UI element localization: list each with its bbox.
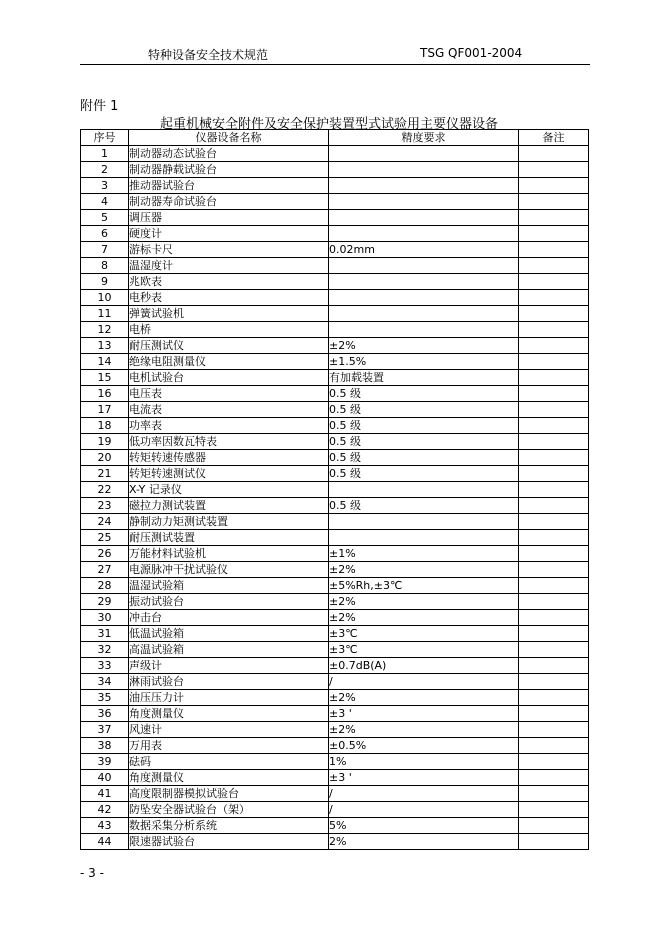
cell-precision: ±2% — [329, 722, 519, 738]
table-row — [81, 834, 589, 850]
cell-device-name: 磁拉力测试装置 — [129, 498, 329, 514]
cell-serial-no: 44 — [81, 834, 129, 850]
cell-serial-no: 35 — [81, 690, 129, 706]
table-row — [81, 674, 589, 690]
cell-device-name: 冲击台 — [129, 610, 329, 626]
cell-device-name: 电机试验台 — [129, 370, 329, 386]
cell-precision: 0.5 级 — [329, 498, 519, 514]
cell-serial-no: 3 — [81, 178, 129, 194]
table-row — [81, 402, 589, 418]
cell-remarks — [519, 306, 589, 322]
cell-remarks — [519, 738, 589, 754]
cell-serial-no: 4 — [81, 194, 129, 210]
cell-precision — [329, 274, 519, 290]
table-row — [81, 178, 589, 194]
cell-serial-no: 40 — [81, 770, 129, 786]
cell-serial-no: 31 — [81, 626, 129, 642]
cell-precision: ±3℃ — [329, 626, 519, 642]
header-device-name: 仪器设备名称 — [129, 130, 329, 146]
table-row — [81, 418, 589, 434]
cell-precision: ±2% — [329, 610, 519, 626]
cell-remarks — [519, 402, 589, 418]
cell-device-name: 数据采集分析系统 — [129, 818, 329, 834]
cell-serial-no: 5 — [81, 210, 129, 226]
cell-serial-no: 9 — [81, 274, 129, 290]
cell-remarks — [519, 594, 589, 610]
cell-device-name: 兆欧表 — [129, 274, 329, 290]
cell-device-name: 转矩转速传感器 — [129, 450, 329, 466]
cell-precision: 0.5 级 — [329, 402, 519, 418]
cell-remarks — [519, 690, 589, 706]
cell-device-name: 万用表 — [129, 738, 329, 754]
header-serial-no: 序号 — [81, 130, 129, 146]
cell-device-name: 万能材料试验机 — [129, 546, 329, 562]
cell-device-name: 电桥 — [129, 322, 329, 338]
cell-precision: ±3℃ — [329, 642, 519, 658]
cell-serial-no: 11 — [81, 306, 129, 322]
page-number: - 3 - — [80, 866, 104, 880]
table-row — [81, 354, 589, 370]
cell-remarks — [519, 674, 589, 690]
table-row — [81, 690, 589, 706]
cell-serial-no: 37 — [81, 722, 129, 738]
cell-device-name: 绝缘电阻测量仪 — [129, 354, 329, 370]
cell-remarks — [519, 530, 589, 546]
cell-remarks — [519, 274, 589, 290]
cell-remarks — [519, 514, 589, 530]
cell-serial-no: 6 — [81, 226, 129, 242]
cell-device-name: 声级计 — [129, 658, 329, 674]
cell-precision — [329, 306, 519, 322]
cell-serial-no: 36 — [81, 706, 129, 722]
cell-precision: / — [329, 674, 519, 690]
cell-remarks — [519, 178, 589, 194]
table-row — [81, 514, 589, 530]
cell-device-name: 角度测量仪 — [129, 770, 329, 786]
cell-precision: / — [329, 802, 519, 818]
cell-remarks — [519, 546, 589, 562]
cell-remarks — [519, 770, 589, 786]
cell-device-name: 电秒表 — [129, 290, 329, 306]
appendix-label: 附件 1 — [80, 99, 119, 114]
table-row — [81, 658, 589, 674]
cell-serial-no: 17 — [81, 402, 129, 418]
cell-precision: 1% — [329, 754, 519, 770]
cell-remarks — [519, 610, 589, 626]
table-row — [81, 434, 589, 450]
table-row — [81, 338, 589, 354]
table-row — [81, 770, 589, 786]
table-row — [81, 162, 589, 178]
cell-serial-no: 22 — [81, 482, 129, 498]
cell-device-name: 制动器寿命试验台 — [129, 194, 329, 210]
cell-device-name: 高温试验箱 — [129, 642, 329, 658]
cell-remarks — [519, 210, 589, 226]
table-row — [81, 274, 589, 290]
cell-precision: ±3 ' — [329, 706, 519, 722]
table-row — [81, 498, 589, 514]
cell-device-name: 振动试验台 — [129, 594, 329, 610]
cell-precision: 5% — [329, 818, 519, 834]
cell-remarks — [519, 162, 589, 178]
cell-serial-no: 30 — [81, 610, 129, 626]
cell-precision: 有加载装置 — [329, 370, 519, 386]
cell-remarks — [519, 626, 589, 642]
cell-serial-no: 13 — [81, 338, 129, 354]
table-title: 起重机械安全附件及安全保护装置型式试验用主要仪器设备 — [160, 117, 499, 132]
cell-remarks — [519, 418, 589, 434]
cell-serial-no: 14 — [81, 354, 129, 370]
table-row — [81, 546, 589, 562]
table-row — [81, 242, 589, 258]
cell-remarks — [519, 834, 589, 850]
cell-device-name: 硬度计 — [129, 226, 329, 242]
cell-device-name: 低温试验箱 — [129, 626, 329, 642]
cell-precision: / — [329, 786, 519, 802]
cell-remarks — [519, 578, 589, 594]
cell-precision — [329, 290, 519, 306]
cell-precision: ±0.7dB(A) — [329, 658, 519, 674]
cell-serial-no: 10 — [81, 290, 129, 306]
cell-device-name: 游标卡尺 — [129, 242, 329, 258]
table-row — [81, 226, 589, 242]
cell-precision: ±2% — [329, 690, 519, 706]
cell-precision: 0.5 级 — [329, 386, 519, 402]
cell-serial-no: 28 — [81, 578, 129, 594]
cell-remarks — [519, 290, 589, 306]
cell-device-name: 推动器试验台 — [129, 178, 329, 194]
cell-precision — [329, 162, 519, 178]
cell-remarks — [519, 354, 589, 370]
table-row — [81, 722, 589, 738]
table-row — [81, 626, 589, 642]
cell-precision — [329, 178, 519, 194]
table-row — [81, 786, 589, 802]
cell-precision: ±2% — [329, 594, 519, 610]
cell-serial-no: 26 — [81, 546, 129, 562]
cell-serial-no: 21 — [81, 466, 129, 482]
table-row — [81, 290, 589, 306]
cell-remarks — [519, 194, 589, 210]
cell-serial-no: 41 — [81, 786, 129, 802]
table-row — [81, 322, 589, 338]
cell-remarks — [519, 226, 589, 242]
cell-serial-no: 15 — [81, 370, 129, 386]
cell-device-name: 功率表 — [129, 418, 329, 434]
cell-remarks — [519, 754, 589, 770]
cell-serial-no: 2 — [81, 162, 129, 178]
cell-serial-no: 33 — [81, 658, 129, 674]
cell-serial-no: 27 — [81, 562, 129, 578]
cell-device-name: 静制动力矩测试装置 — [129, 514, 329, 530]
cell-device-name: 防坠安全器试验台（架） — [129, 802, 329, 818]
cell-precision — [329, 258, 519, 274]
cell-device-name: 风速计 — [129, 722, 329, 738]
cell-device-name: 制动器动态试验台 — [129, 146, 329, 162]
cell-precision — [329, 226, 519, 242]
cell-serial-no: 8 — [81, 258, 129, 274]
header-precision: 精度要求 — [329, 130, 519, 146]
cell-precision: ±2% — [329, 338, 519, 354]
cell-device-name: 调压器 — [129, 210, 329, 226]
cell-device-name: 油压压力计 — [129, 690, 329, 706]
cell-precision: 0.5 级 — [329, 466, 519, 482]
cell-serial-no: 29 — [81, 594, 129, 610]
cell-remarks — [519, 482, 589, 498]
cell-device-name: 高度限制器模拟试验台 — [129, 786, 329, 802]
table-row — [81, 738, 589, 754]
header-divider — [80, 64, 590, 65]
table-row — [81, 386, 589, 402]
cell-device-name: 低功率因数瓦特表 — [129, 434, 329, 450]
table-row — [81, 562, 589, 578]
table-row — [81, 482, 589, 498]
cell-remarks — [519, 450, 589, 466]
cell-precision: ±2% — [329, 562, 519, 578]
cell-serial-no: 42 — [81, 802, 129, 818]
cell-device-name: 耐压测试装置 — [129, 530, 329, 546]
cell-remarks — [519, 386, 589, 402]
cell-device-name: 弹簧试验机 — [129, 306, 329, 322]
cell-remarks — [519, 322, 589, 338]
cell-device-name: X-Y 记录仪 — [129, 482, 329, 498]
cell-remarks — [519, 706, 589, 722]
cell-device-name: 耐压测试仪 — [129, 338, 329, 354]
table-row — [81, 258, 589, 274]
cell-serial-no: 39 — [81, 754, 129, 770]
cell-precision — [329, 146, 519, 162]
cell-device-name: 电压表 — [129, 386, 329, 402]
table-row — [81, 578, 589, 594]
cell-precision: 0.5 级 — [329, 434, 519, 450]
cell-remarks — [519, 818, 589, 834]
cell-serial-no: 24 — [81, 514, 129, 530]
cell-precision: 0.5 级 — [329, 418, 519, 434]
cell-serial-no: 1 — [81, 146, 129, 162]
table-row — [81, 594, 589, 610]
cell-remarks — [519, 498, 589, 514]
cell-remarks — [519, 434, 589, 450]
cell-device-name: 温湿度计 — [129, 258, 329, 274]
header-spec-code: TSG QF001-2004 — [420, 46, 523, 60]
cell-remarks — [519, 658, 589, 674]
cell-precision: 0.5 级 — [329, 450, 519, 466]
header-spec-name: 特种设备安全技术规范 — [148, 48, 269, 62]
table-row — [81, 754, 589, 770]
table-row — [81, 530, 589, 546]
cell-precision: ±1.5% — [329, 354, 519, 370]
cell-serial-no: 18 — [81, 418, 129, 434]
cell-serial-no: 32 — [81, 642, 129, 658]
cell-remarks — [519, 146, 589, 162]
cell-serial-no: 23 — [81, 498, 129, 514]
cell-serial-no: 20 — [81, 450, 129, 466]
cell-device-name: 温湿试验箱 — [129, 578, 329, 594]
cell-device-name: 限速器试验台 — [129, 834, 329, 850]
cell-remarks — [519, 562, 589, 578]
table-body — [81, 146, 589, 850]
table-row — [81, 210, 589, 226]
cell-remarks — [519, 466, 589, 482]
table-row — [81, 818, 589, 834]
header-remarks: 备注 — [519, 130, 589, 146]
cell-serial-no: 25 — [81, 530, 129, 546]
cell-serial-no: 12 — [81, 322, 129, 338]
cell-device-name: 电流表 — [129, 402, 329, 418]
table-row — [81, 466, 589, 482]
cell-precision — [329, 194, 519, 210]
table-row — [81, 370, 589, 386]
cell-precision — [329, 514, 519, 530]
cell-serial-no: 16 — [81, 386, 129, 402]
cell-remarks — [519, 258, 589, 274]
table-row — [81, 450, 589, 466]
cell-device-name: 砝码 — [129, 754, 329, 770]
cell-precision: 0.02mm — [329, 242, 519, 258]
cell-remarks — [519, 642, 589, 658]
cell-device-name: 淋雨试验台 — [129, 674, 329, 690]
cell-precision: ±3 ' — [329, 770, 519, 786]
table-header-row — [81, 130, 589, 146]
table-row — [81, 802, 589, 818]
cell-remarks — [519, 786, 589, 802]
cell-precision: 2% — [329, 834, 519, 850]
cell-precision: ±0.5% — [329, 738, 519, 754]
cell-remarks — [519, 370, 589, 386]
cell-precision: ±1% — [329, 546, 519, 562]
cell-serial-no: 19 — [81, 434, 129, 450]
cell-remarks — [519, 722, 589, 738]
cell-serial-no: 43 — [81, 818, 129, 834]
cell-precision — [329, 482, 519, 498]
cell-remarks — [519, 242, 589, 258]
cell-precision: ±5%Rh,±3℃ — [329, 578, 519, 594]
cell-serial-no: 38 — [81, 738, 129, 754]
cell-device-name: 转矩转速测试仪 — [129, 466, 329, 482]
cell-precision — [329, 530, 519, 546]
cell-remarks — [519, 802, 589, 818]
cell-device-name: 电源脉冲干扰试验仪 — [129, 562, 329, 578]
cell-remarks — [519, 338, 589, 354]
cell-serial-no: 7 — [81, 242, 129, 258]
table-row — [81, 306, 589, 322]
cell-precision — [329, 210, 519, 226]
cell-device-name: 角度测量仪 — [129, 706, 329, 722]
cell-serial-no: 34 — [81, 674, 129, 690]
equipment-table — [80, 129, 589, 850]
table-row — [81, 146, 589, 162]
table-row — [81, 194, 589, 210]
cell-precision — [329, 322, 519, 338]
table-row — [81, 642, 589, 658]
table-row — [81, 610, 589, 626]
cell-device-name: 制动器静载试验台 — [129, 162, 329, 178]
table-row — [81, 706, 589, 722]
